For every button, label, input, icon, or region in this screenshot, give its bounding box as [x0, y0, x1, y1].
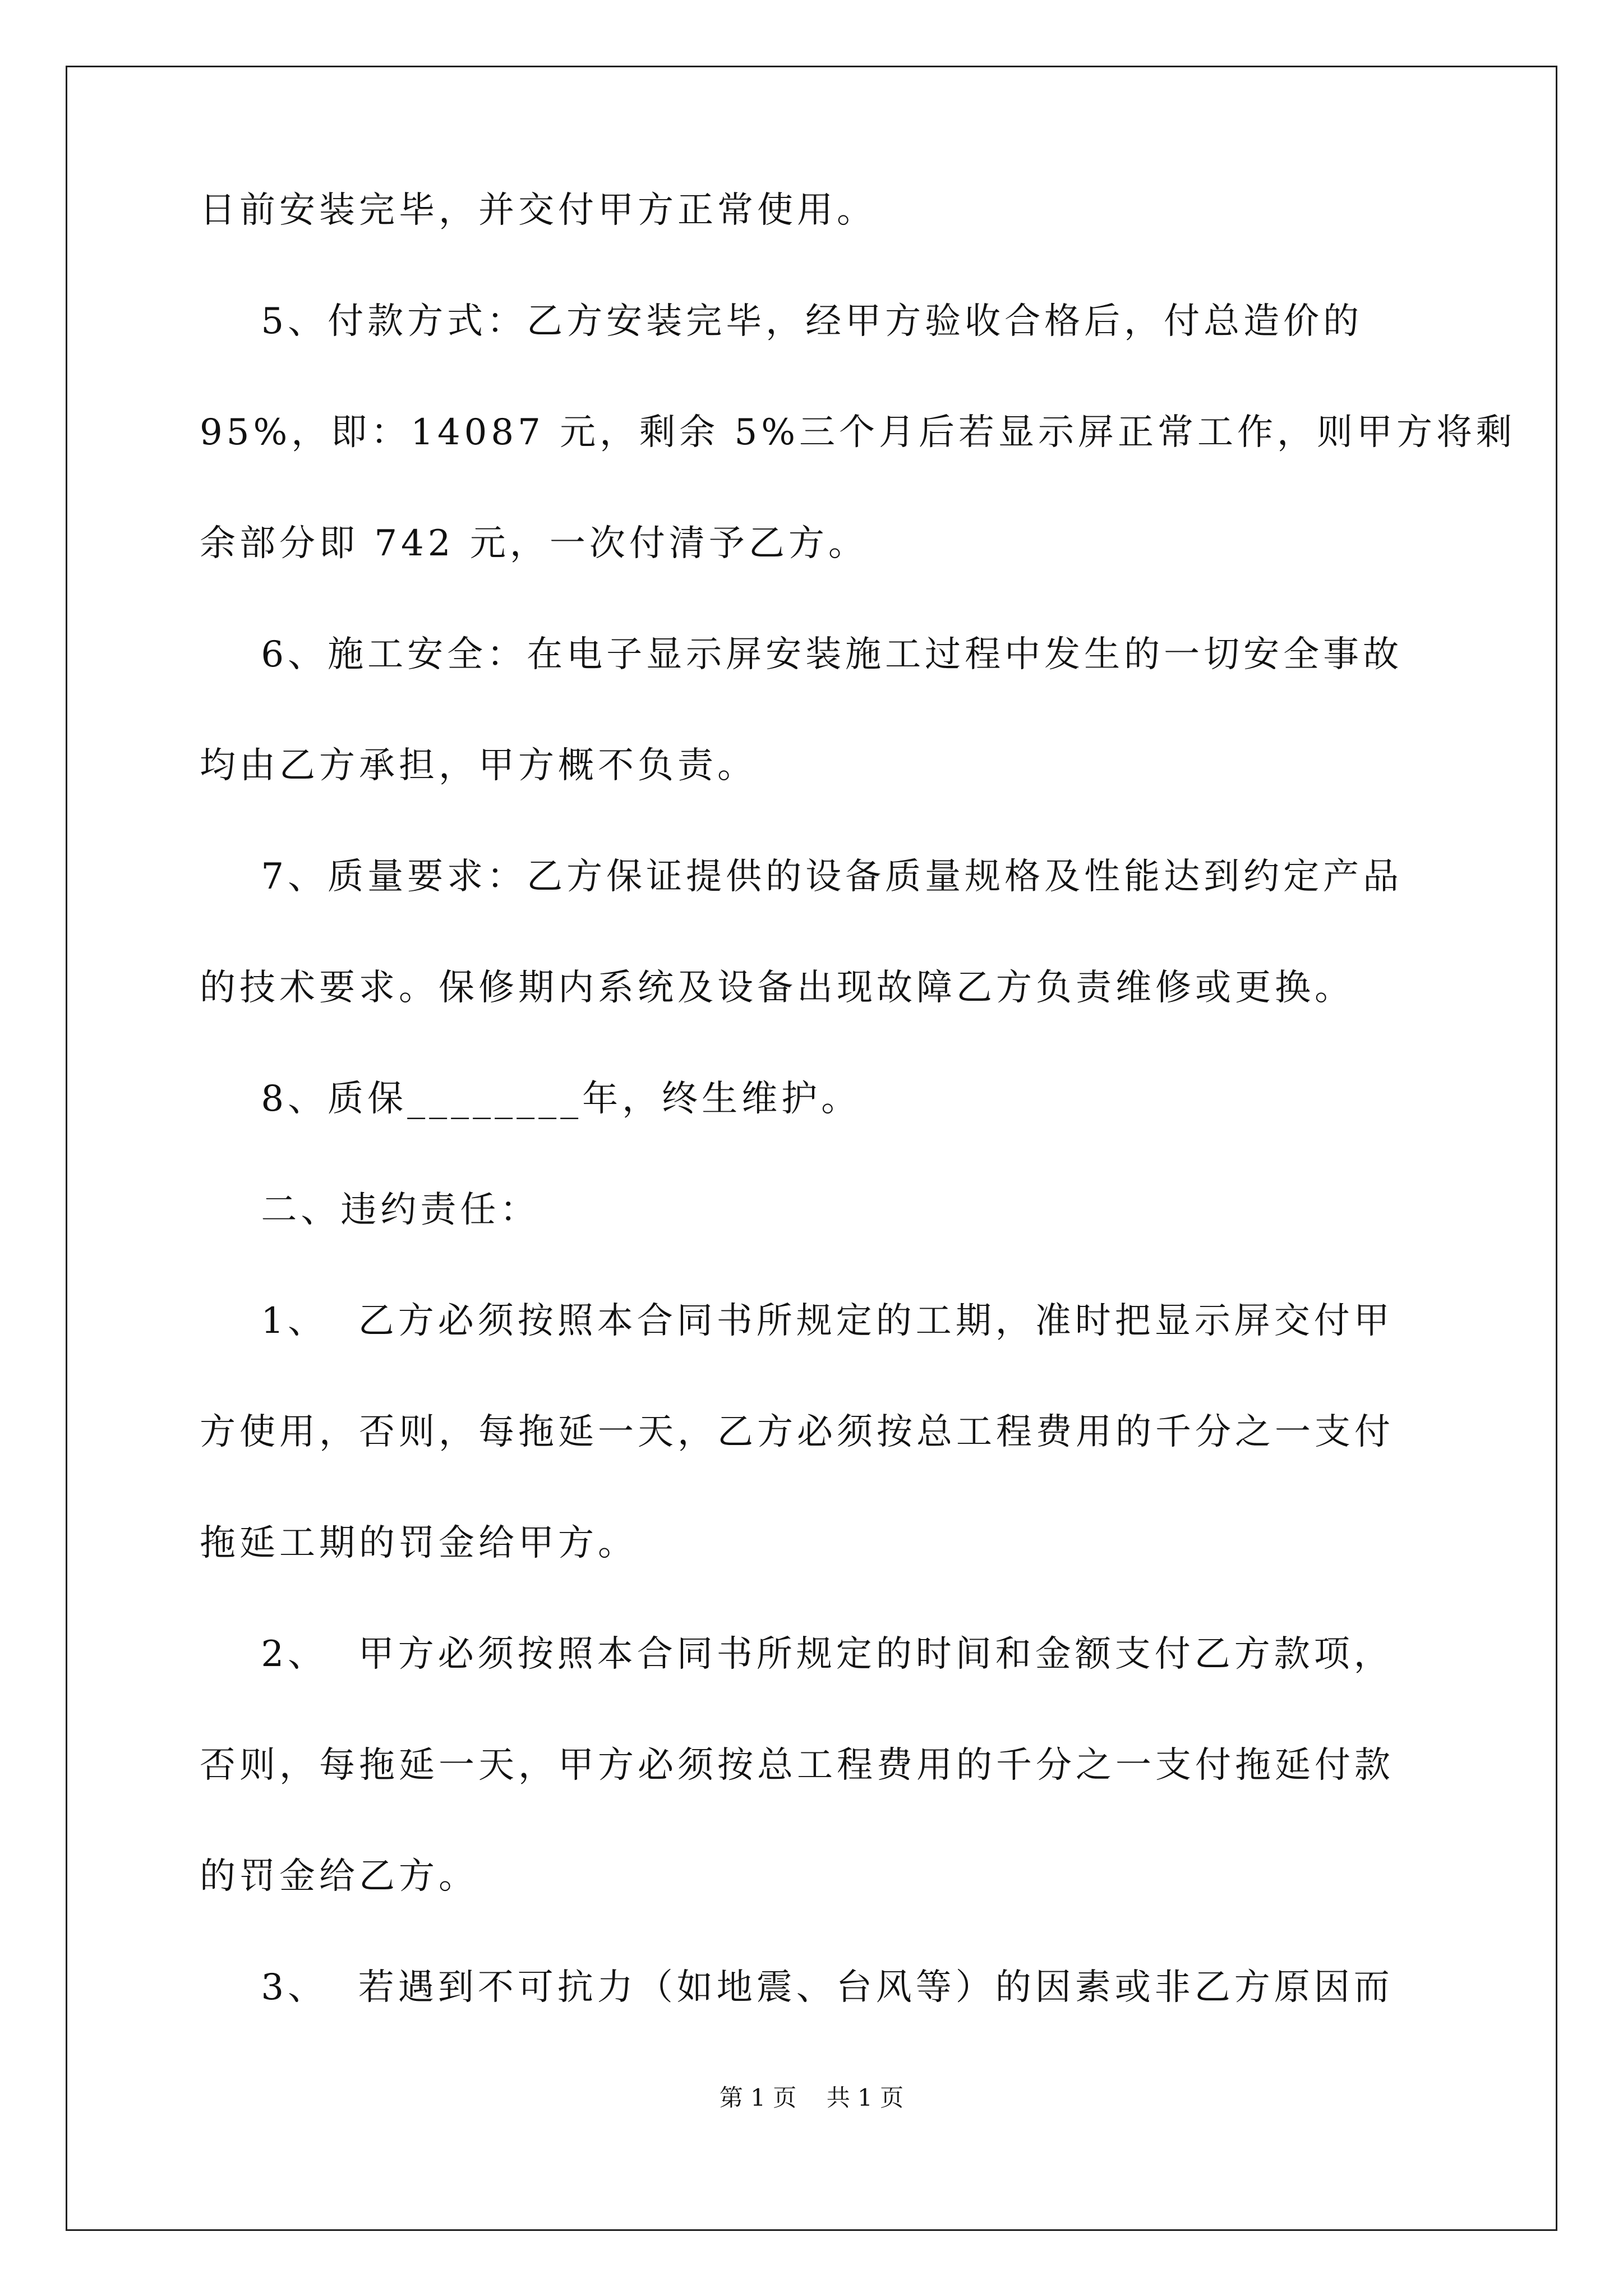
text-line: 的罚金给乙方。 [200, 1856, 478, 1897]
text-line: 方使用，否则，每拖延一天，乙方必须按总工程费用的千分之一支付 [200, 1411, 1394, 1453]
text-line: 二、违约责任： [200, 1189, 540, 1231]
text-line: 2、 甲方必须按照本合同书所规定的时间和金额支付乙方款项， [200, 1634, 1394, 1675]
text-line: 的技术要求。保修期内系统及设备出现故障乙方负责维修或更换。 [200, 967, 1354, 1009]
page-number: 第 1 页 共 1 页 [719, 2084, 904, 2111]
text-line: 均由乙方承担，甲方概不负责。 [200, 745, 757, 786]
text-line: 日前安装完毕，并交付甲方正常使用。 [200, 190, 877, 231]
text-line: 5、付款方式：乙方安装完毕，经甲方验收合格后，付总造价的 [200, 301, 1363, 342]
text-line: 余部分即 742 元，一次付清予乙方。 [200, 523, 868, 564]
text-line: 3、 若遇到不可抗力（如地震、台风等）的因素或非乙方原因而 [200, 1967, 1394, 2008]
text-line: 8、质保________年，终生维护。 [200, 1078, 861, 1120]
text-line: 6、施工安全：在电子显示屏安装施工过程中发生的一切安全事故 [200, 634, 1403, 675]
text-line: 95%，即：14087 元，剩余 5%三个月后若显示屏正常工作，则甲方将剩 [200, 412, 1516, 453]
text-line: 拖延工期的罚金给甲方。 [200, 1522, 638, 1564]
text-line: 否则，每拖延一天，甲方必须按总工程费用的千分之一支付拖延付款 [200, 1745, 1394, 1786]
page-border [66, 66, 1557, 2231]
text-line: 7、质量要求：乙方保证提供的设备质量规格及性能达到约定产品 [200, 856, 1403, 898]
text-line: 1、 乙方必须按照本合同书所规定的工期，准时把显示屏交付甲 [200, 1300, 1394, 1342]
